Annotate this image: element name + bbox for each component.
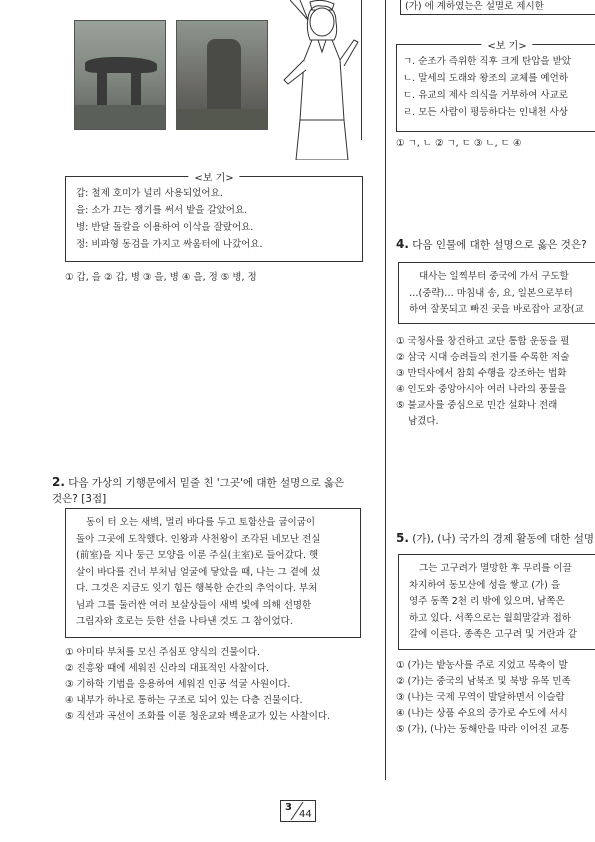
bogi-title: <보 기>	[188, 169, 239, 184]
question-text: 다음 인물에 대한 설명으로 옳은 것은?	[412, 239, 587, 251]
bogi-item: ㄴ. 말세의 도래와 왕조의 교체를 예언하	[403, 73, 568, 84]
question-text: (가), (나) 국가의 경제 활동에 대한 설명	[412, 533, 595, 545]
q4-passage-box	[398, 262, 595, 324]
question-number: 4.	[396, 237, 409, 251]
right-bogi-box	[396, 41, 595, 132]
bogi-item: ㄹ. 모든 사람이 평등하다는 인내천 사상	[403, 107, 568, 118]
illustration-frame-edge	[361, 0, 362, 140]
bogi-item: 병: 반달 돌칼을 이용하여 이삭을 잘랐어요.	[76, 222, 254, 233]
question-text-cont: 것은? [3점]	[52, 493, 107, 505]
bogi-item: 갑: 철제 호미가 널리 사용되었어요.	[76, 188, 223, 199]
speech-bubble-tail	[290, 0, 320, 22]
answer-option-1[interactable]: ① (가)는 밭농사를 주로 지었고 목축이 발	[396, 660, 568, 671]
passage-line: 영주 동쪽 2천 리 밖에 있으며, 남쪽은	[409, 596, 565, 607]
column-divider	[385, 0, 386, 780]
passage-line: 대사는 일찍부터 중국에 가서 구도할	[419, 271, 569, 282]
passage-line: 차지하여 동모산에 성을 쌓고 (가) 을	[409, 579, 560, 591]
q5-question	[396, 530, 594, 547]
page-number-box	[280, 800, 316, 822]
passage-line: 님과 그를 둘러싼 여러 보살상들이 새벽 빛에 의해 선명한	[76, 599, 312, 611]
answer-option-2[interactable]: ② 진흥왕 때에 세워진 신라의 대표적인 사찰이다.	[65, 663, 270, 674]
passage-line: 하여 잘못되고 빠진 곳을 바로잡아 교장(교	[409, 304, 584, 315]
answer-option-5[interactable]: ⑤ 불교사를 중심으로 민간 설화나 전래	[396, 400, 558, 411]
answer-option-3[interactable]: ③ 만덕사에서 참회 수행을 강조하는 법화	[396, 368, 567, 379]
passage-line: 그림자와 호로는 듯한 선을 나타낸 것도 그 참이었다.	[76, 616, 293, 627]
bogi-item: ㄱ. 순조가 즉위한 직후 크게 탄압을 받았	[403, 56, 571, 67]
passage-line: 하고 있다. 서쪽으로는 월희말갈과 접하	[409, 612, 571, 624]
q4-options	[396, 334, 569, 430]
passage-line: 동이 터 오는 새벽, 멀리 바다를 두고 토함산을 굽이굽이	[86, 517, 316, 528]
right-answer-options[interactable]: ① ㄱ, ㄴ ② ㄱ, ㄷ ③ ㄴ, ㄷ ④	[396, 138, 522, 149]
answer-option-3[interactable]: ③ (나)는 국제 무역이 발달하면서 이슬람	[396, 692, 565, 703]
page-total: 44	[299, 809, 312, 820]
passage-line: (前室)을 지나 둥근 모양을 이룬 주실(主室)로 들어갔다. 햇	[76, 550, 319, 561]
bogi-item: ㄷ. 유교의 제사 의식을 거부하여 사교로	[403, 90, 568, 101]
answer-option-3[interactable]: ③ 기하학 기법을 응용하여 세워진 인공 석굴 사원이다.	[65, 679, 291, 690]
page-number: 3	[285, 802, 292, 813]
answer-option-5[interactable]: ⑤ (가), (나)는 동해안을 따라 이어진 교통	[396, 724, 569, 735]
bogi-item: 정: 비파형 동검을 가지고 싸움터에 나갔어요.	[76, 239, 263, 250]
passage-line: 돌아 그곳에 도착했다. 인왕과 사천왕이 조각된 네모난 전실	[76, 533, 321, 545]
answer-option-2[interactable]: ② 삼국 시대 승려들의 전기를 수록한 저술	[396, 352, 570, 363]
q4-question	[396, 236, 587, 253]
dolmen-photo-table	[74, 20, 166, 130]
answer-option-2[interactable]: ② (가)는 중국의 남북조 및 북방 유목 민족	[396, 676, 571, 687]
q5-options	[396, 658, 571, 738]
q1-answer-options[interactable]: ① 갑, 을 ② 갑, 병 ③ 을, 병 ④ 을, 정 ⑤ 병, 정	[65, 272, 257, 283]
answer-option-5-cont: 남겼다.	[408, 416, 439, 427]
question-text: 다음 가상의 기행문에서 밑줄 친 '그곳'에 대한 설명으로 옳은	[68, 477, 345, 489]
question-number: 2.	[52, 475, 65, 489]
dolmen-photo-standing	[176, 20, 268, 130]
q2-options	[65, 645, 365, 725]
q1-bogi-box	[65, 173, 363, 262]
answer-option-5[interactable]: ⑤ 직선과 곡선이 조화를 이룬 청운교와 백운교가 있는 사찰이다.	[65, 711, 331, 722]
bogi-title: <보 기>	[481, 37, 532, 52]
q5-passage-box	[398, 554, 595, 650]
passage-line: 살이 바다를 건너 부처님 얼굴에 닿았을 때, 나는 그 곁에 섰	[76, 566, 321, 578]
passage-line: 그는 고구려가 멸망한 후 무리를 이끌	[419, 563, 572, 574]
q2-question	[52, 474, 360, 507]
teacher-illustration	[282, 0, 360, 160]
answer-option-4[interactable]: ④ 인도와 중앙아시아 여러 나라의 풍물을	[396, 384, 567, 395]
answer-option-1[interactable]: ① 국청사를 창건하고 교단 통합 운동을 펼	[396, 336, 570, 347]
passage-line: 갈에 이른다. 종족은 고구려 및 거란과 같	[409, 629, 577, 640]
answer-option-4[interactable]: ④ (나)는 상품 수요의 증가로 수도에 서시	[396, 708, 568, 719]
q2-passage-box	[65, 508, 361, 638]
question-number: 5.	[396, 531, 409, 545]
passage-line: …(중략)… 마침내 송, 요, 일본으로부터	[409, 287, 573, 299]
right-column	[396, 0, 595, 800]
answer-option-4[interactable]: ④ 내부가 하나로 통하는 구조로 되어 있는 다층 건물이다.	[65, 695, 303, 706]
bogi-item: 을: 소가 끄는 쟁기를 써서 밭을 갈았어요.	[76, 205, 248, 216]
passage-line: 다. 그것은 지금도 잊기 힘든 행복한 순간의 추억이다. 부처	[76, 583, 318, 594]
prev-question-tail: (가) 에 계하였는은 설멸로 제시한	[400, 0, 595, 15]
answer-option-1[interactable]: ① 아미타 부처를 모신 주심포 양식의 건물이다.	[65, 647, 260, 658]
